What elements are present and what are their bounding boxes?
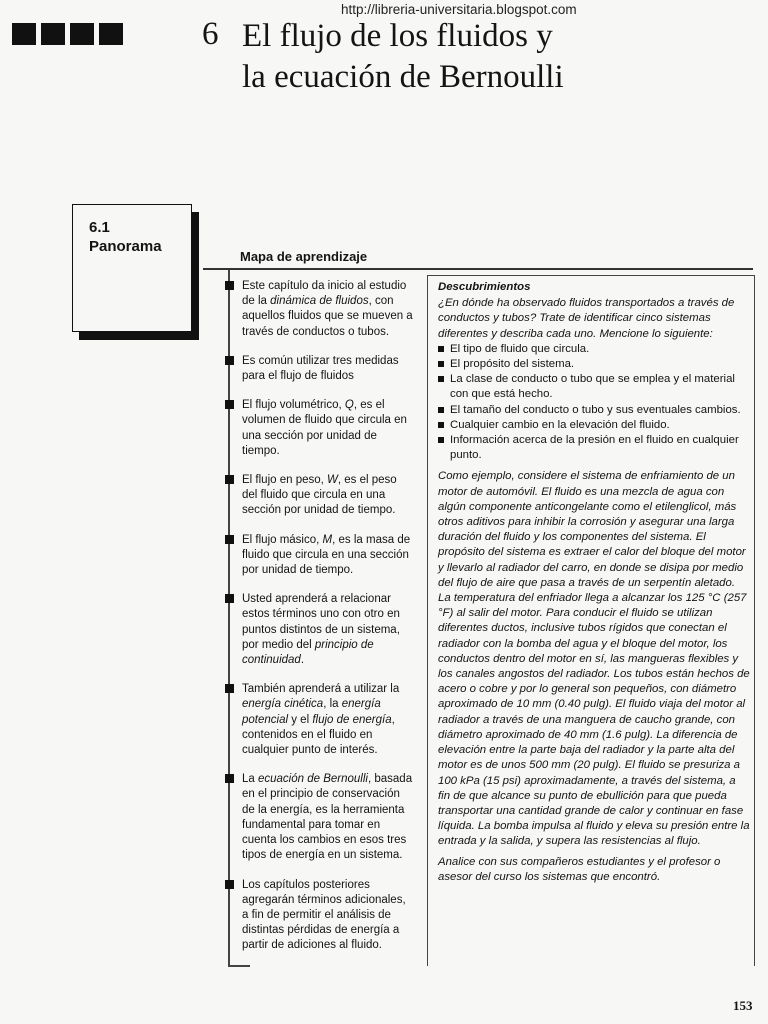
marker-block: [41, 23, 65, 45]
square-bullet-icon: [438, 437, 444, 443]
section-box: [72, 204, 192, 332]
square-bullet-icon: [438, 361, 444, 367]
learning-map-title: Mapa de aprendizaje: [240, 249, 368, 264]
list-item: El tamaño del conducto o tubo y sus eventuales cambios.: [438, 403, 750, 418]
chapter-title: [242, 16, 564, 98]
list-item: El flujo volumétrico, Q, es el volumen de fluido que circula en una sección por unidad de tiempo.: [225, 398, 413, 459]
learning-map-column: [225, 279, 413, 968]
top-rule: [203, 268, 753, 270]
marker-block: [12, 23, 36, 45]
square-bullet-icon: [225, 356, 234, 365]
chapter-title-line-2: la ecuación de Bernoulli: [242, 59, 564, 95]
square-bullet-icon: [438, 376, 444, 382]
list-item: Es común utilizar tres medidas para el flujo de fluidos: [225, 354, 413, 384]
chapter-marker-blocks: [12, 23, 123, 45]
list-item: Cualquier cambio en la elevación del fluido.: [438, 418, 750, 433]
discoveries-column: [438, 280, 750, 890]
list-item: La clase de conducto o tubo que se emplea y el material con que está hecho.: [438, 372, 750, 402]
marker-block: [99, 23, 123, 45]
chapter-number: 6: [202, 16, 219, 52]
example-paragraph: Como ejemplo, considere el sistema de enfriamiento de un motor de automóvil. El fluido es una mezcla de agua con algún componente anticongelante como el etilenglicol, más otros aditivos para inhibir la corrosión y asegurar una larga duración del fluido y los componentes del sistema. El propósito del sistema es extraer el calor del bloque del motor y llevarlo al radiador del carro, en donde se disipa por medio del flujo de aire que pasa a través de un serpentín aletado. La temperatura del enfriador llega a alcanzar los 125 °C (257 °F) al salir del motor. Para conducir el fluido se utilizan diferentes ductos, inclusive tubos rígidos que conectan el radiador con la bomba del agua y el bloque del motor, los conductos dentro del motor en sí, las mangueras flexibles y los canales angostos del radiador. Los tubos están hechos de acero o cobre y por lo general son pequeños, con diámetro aproximado de 10 mm (0.40 pulg). El fluido viaja del motor al radiador a través de una manguera de caucho grande, con diámetro aproximado de 40 mm (1.6 pulg). La diferencia de elevación entre la parte baja del radiador y la parte alta del motor es de unos 500 mm (20 pulg). El fluido se presuriza a 100 kPa (15 psi) aproximadamente, a través del sistema, a fin de que alcance su punto de ebullición para que pueda transportar una cantidad grande de calor y continuar en fase líquida. La bomba impulsa al fluido y eleva su presión entre la entrada y la salida, y supera las resistencias al flujo.: [438, 470, 750, 848]
square-bullet-icon: [225, 880, 234, 889]
list-item: El tipo de fluido que circula.: [438, 342, 750, 357]
discoveries-intro: ¿En dónde ha observado fluidos transportados a través de conductos y tubos? Trate de identificar cinco sistemas diferentes y describa cada uno. Mencione lo siguiente:: [438, 297, 735, 340]
list-item: La ecuación de Bernoulli, basada en el principio de conservación de la energía, es la herramienta fundamental para tomar en cuenta los cambios en esos tres tipos de energía en un sistema.: [225, 772, 413, 863]
square-bullet-icon: [225, 774, 234, 783]
list-item: Los capítulos posteriores agregarán términos adicionales, a fin de permitir el análisis de distintas pérdidas de energía a partir de adiciones al fluido.: [225, 878, 413, 954]
list-item: El propósito del sistema.: [438, 357, 750, 372]
square-bullet-icon: [225, 535, 234, 544]
square-bullet-icon: [225, 475, 234, 484]
list-item: Este capítulo da inicio al estudio de la dinámica de fluidos, con aquellos fluidos que se mueven a través de conductos o tubos.: [225, 279, 413, 340]
square-bullet-icon: [225, 594, 234, 603]
list-item: Usted aprenderá a relacionar estos términos uno con otro en puntos distintos de un sistema, por medio del principio de continuidad.: [225, 592, 413, 668]
discussion-paragraph: Analice con sus compañeros estudiantes y el profesor o asesor del curso los sistemas que encontró.: [438, 855, 721, 883]
discoveries-title: Descubrimientos: [438, 281, 531, 293]
chapter-title-line-1: El flujo de los fluidos y: [242, 18, 553, 54]
square-bullet-icon: [225, 281, 234, 290]
square-bullet-icon: [225, 684, 234, 693]
source-url: http://libreria-universitaria.blogspot.com: [341, 2, 577, 17]
square-bullet-icon: [438, 346, 444, 352]
square-bullet-icon: [438, 407, 444, 413]
marker-block: [70, 23, 94, 45]
square-bullet-icon: [225, 400, 234, 409]
section-name: Panorama: [89, 238, 162, 255]
list-item: El flujo en peso, W, es el peso del fluido que circula en una sección por unidad de tiempo.: [225, 473, 413, 519]
discoveries-list: [438, 342, 750, 464]
list-item: El flujo másico, M, es la masa de fluido que circula en una sección por unidad de tiempo.: [225, 533, 413, 579]
list-item: También aprenderá a utilizar la energía cinética, la energía potencial y el flujo de energía, contenidos en el fluido en cualquier punto de interés.: [225, 682, 413, 758]
section-number: 6.1: [89, 219, 110, 236]
page-number: 153: [733, 998, 753, 1013]
square-bullet-icon: [438, 422, 444, 428]
list-item: Información acerca de la presión en el fluido en cualquier punto.: [438, 433, 750, 463]
